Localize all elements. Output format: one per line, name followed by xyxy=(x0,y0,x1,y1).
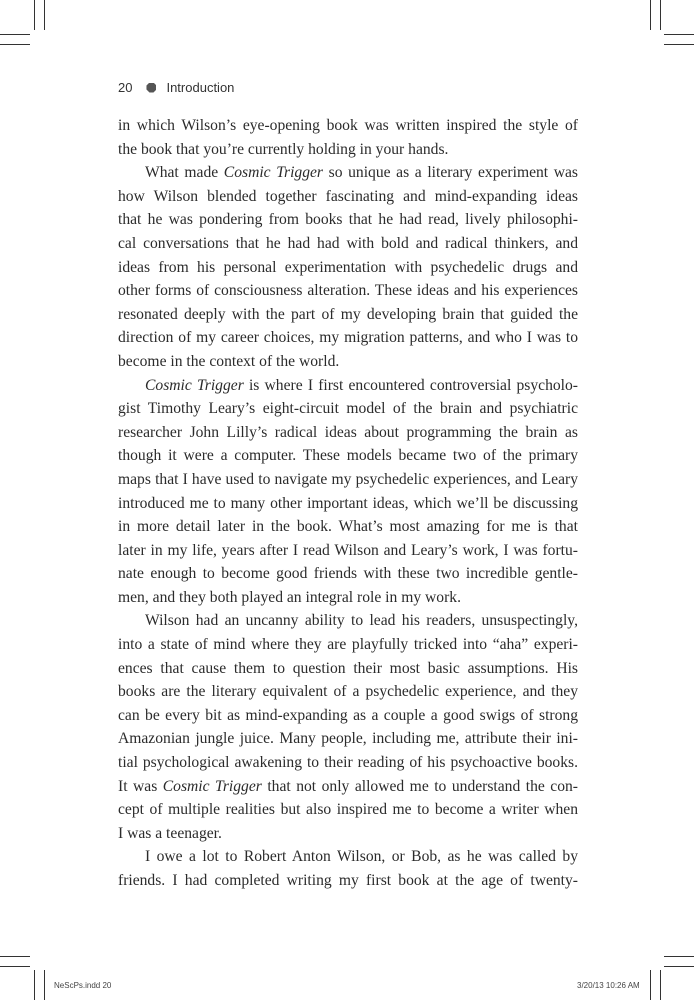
slug-file: NeScPs.indd 20 xyxy=(54,981,112,990)
crop-mark xyxy=(660,970,661,1000)
text-line: friends. I had completed writing my first book at the age of twenty- xyxy=(118,872,578,889)
text-line: introduced me to many other important ideas, which we’ll be discussing xyxy=(118,494,578,512)
text-line: cept of multiple realities but also inspired me to become a writer when xyxy=(118,801,578,819)
crop-mark xyxy=(650,0,651,30)
text-line: how Wilson blended together fascinating and mind-expanding ideas xyxy=(118,187,578,205)
text-line: nate enough to become good friends with these two incredible gentle- xyxy=(118,565,578,583)
text-line: What made Cosmic Trigger so unique as a literary experiment was xyxy=(145,164,578,182)
text-line: gist Timothy Leary’s eight-circuit model of the brain and psychiatric xyxy=(118,400,578,418)
text-line: though it were a computer. These models became two of the primary xyxy=(118,447,578,465)
text-line: men, and they both played an integral role in my work. xyxy=(118,588,461,606)
running-header xyxy=(118,80,234,95)
bullet-icon xyxy=(146,83,156,93)
crop-mark xyxy=(0,34,30,35)
text-line: maps that I have used to navigate my psychedelic experiences, and Leary xyxy=(118,470,578,488)
crop-mark xyxy=(664,34,694,35)
text-line: become in the context of the world. xyxy=(118,352,340,370)
text-line: into a state of mind where they are playfully tricked into “aha” experi- xyxy=(118,636,578,654)
text-line: ideas from his personal experimentation with psychedelic drugs and xyxy=(118,258,578,276)
text-line: tial psychological awakening to their reading of his psychoactive books. xyxy=(118,754,578,772)
crop-mark xyxy=(0,966,30,967)
text-line: in more detail later in the book. What’s most amazing for me is that xyxy=(118,518,578,536)
text-line: cal conversations that he had had with bold and radical thinkers, and xyxy=(118,234,578,252)
text-line: in which Wilson’s eye-opening book was written inspired the style of xyxy=(118,117,578,134)
crop-mark xyxy=(660,0,661,30)
text-line: researcher John Lilly’s radical ideas about programming the brain as xyxy=(118,423,578,441)
text-line: I owe a lot to Robert Anton Wilson, or Bob, as he was called by xyxy=(145,848,578,866)
body-text xyxy=(118,114,578,893)
crop-mark xyxy=(34,0,35,30)
crop-mark xyxy=(0,44,30,45)
text-line: ences that cause them to question their most basic assumptions. His xyxy=(118,659,578,677)
text-line: Wilson had an uncanny ability to lead his readers, unsuspectingly, xyxy=(145,612,578,630)
text-line: It was Cosmic Trigger that not only allowed me to understand the con- xyxy=(118,777,579,795)
text-line: Cosmic Trigger is where I first encountered controversial psycholo- xyxy=(145,376,578,394)
section-title: Introduction xyxy=(166,80,235,95)
crop-mark xyxy=(664,44,694,45)
text-line: direction of my career choices, my migration patterns, and who I was to xyxy=(118,329,578,347)
crop-mark xyxy=(664,966,694,967)
text-line: I was a teenager. xyxy=(118,824,222,842)
crop-mark xyxy=(650,970,651,1000)
crop-mark xyxy=(34,970,35,1000)
text-line: resonated deeply with the part of my developing brain that guided the xyxy=(118,305,578,323)
text-line: that he was pondering from books that he had read, lively philosophi- xyxy=(118,211,578,229)
text-line: later in my life, years after I read Wilson and Leary’s work, I was fortu- xyxy=(118,541,578,559)
text-line: other forms of consciousness alteration. These ideas and his experiences xyxy=(118,282,578,300)
crop-mark xyxy=(44,970,45,1000)
slug-datetime: 3/20/13 10:26 AM xyxy=(577,981,640,990)
crop-mark xyxy=(664,956,694,957)
page-number: 20 xyxy=(118,80,133,95)
text-line: can be every bit as mind-expanding as a couple a good swigs of strong xyxy=(118,706,578,724)
text-line: the book that you’re currently holding in your hands. xyxy=(118,140,449,158)
crop-mark xyxy=(0,956,30,957)
crop-mark xyxy=(44,0,45,30)
text-line: books are the literary equivalent of a psychedelic experience, and they xyxy=(118,683,578,701)
text-line: Amazonian jungle juice. Many people, including me, attribute their ini- xyxy=(118,730,578,748)
